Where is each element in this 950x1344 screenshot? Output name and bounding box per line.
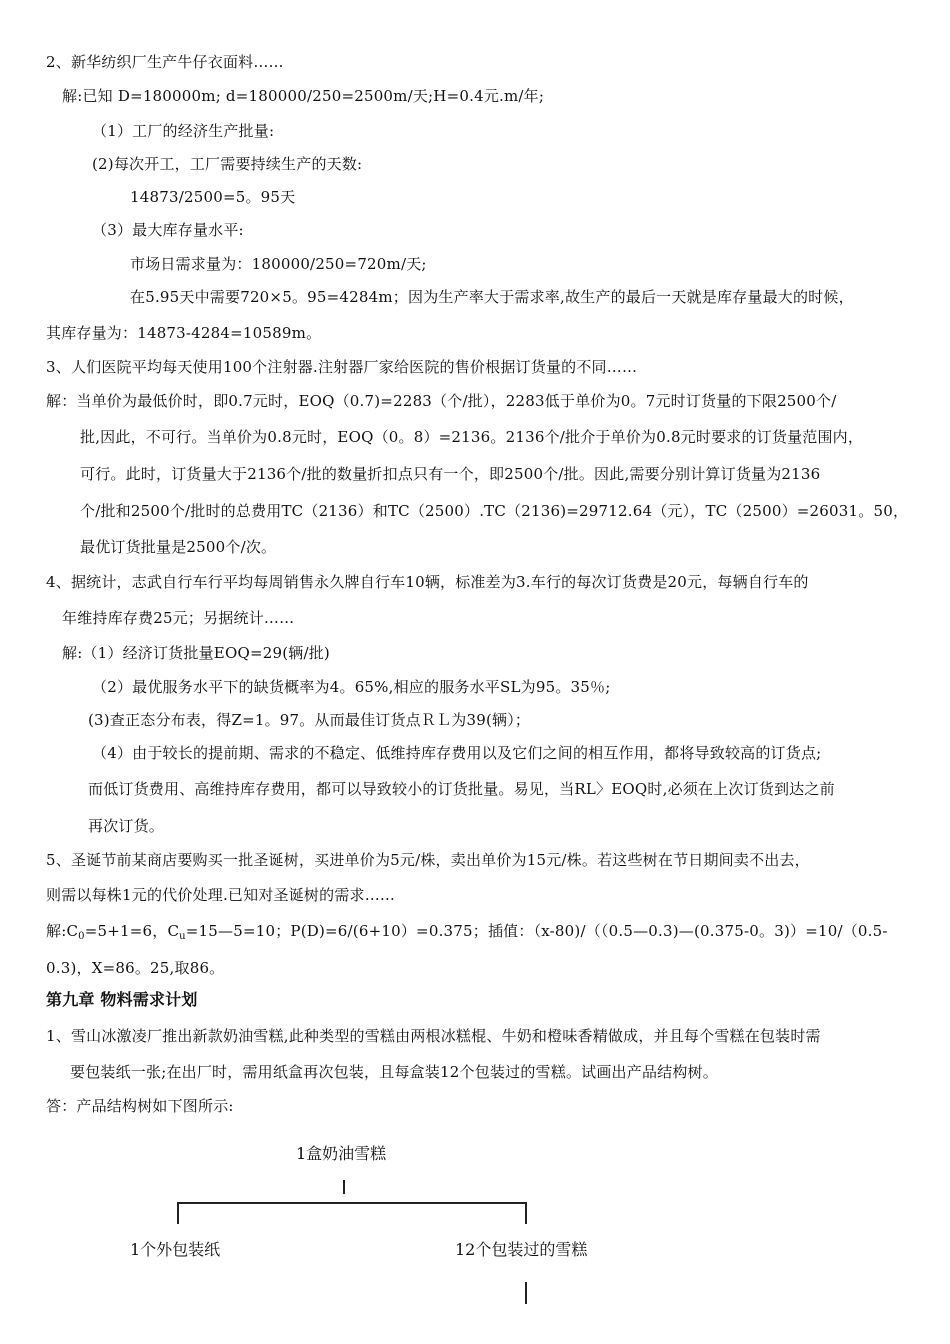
tree-left-node: 1个外包装纸 (130, 1240, 221, 1259)
problem-5-title-line-1: 5、圣诞节前某商店要购买一批圣诞树，买进单价为5元/株，卖出单价为15元/株。若这些树在节日期间卖不出去， (46, 851, 810, 869)
problem-3-solution-line-5: 最优订货批量是2500个/次。 (80, 538, 277, 556)
problem-4-step-4-line-2: 而低订货费用、高维持库存费用，都可以导致较小的订货批量。易见，当RL〉EOQ时,必须在上次订货到达之前 (88, 780, 835, 798)
subscript-0: 0 (78, 931, 85, 942)
problem-4-step-1: 解:（1）经济订货批量EOQ=29(辆/批) (62, 644, 330, 662)
problem-4-step-4-line-3: 再次订货。 (88, 817, 165, 835)
subscript-u: u (179, 931, 186, 942)
tree-right-node: 12个包装过的雪糕 (455, 1240, 588, 1259)
chapter-9-heading: 第九章 物料需求计划 (46, 990, 198, 1009)
chapter-9-answer: 答：产品结构树如下图所示: (46, 1097, 234, 1115)
problem-5-solution-line-1 (46, 921, 888, 947)
problem-2-given: 解:已知 D=180000m; d=180000/250=2500m/天;H=0.4元.m/年; (62, 87, 545, 105)
problem-4-step-4-line-1: （4）由于较长的提前期、需求的不稳定、低维持库存费用以及它们之间的相互作用，都将导致较高的订货点; (92, 744, 822, 762)
tree-root-node: 1盒奶油雪糕 (296, 1144, 387, 1163)
tree-right-child-connector (525, 1282, 527, 1304)
chapter-9-problem-1-line-1: 1、雪山冰激凌厂推出新款奶油雪糕,此种类型的雪糕由两根冰糕棍、牛奶和橙味香精做成，并且每个雪糕在包装时需 (46, 1027, 821, 1045)
tree-left-drop (177, 1202, 179, 1224)
solution-rest: =15—5=10；P(D)=6/(6+10）=0.375；插值：（x-80)/（（0.5—0.3)—(0.375-0。3)）=10/（0.5- (185, 922, 888, 940)
solution-prefix: 解:C (46, 922, 79, 940)
problem-2-step-2-calc: 14873/2500=5。95天 (130, 188, 296, 206)
problem-3-solution-line-1: 解：当单价为最低价时，即0.7元时，EOQ（0.7)=2283（个/批），2283低于单价为0。7元时订货量的下限2500个/ (46, 392, 837, 410)
problem-2-step-3: （3）最大库存量水平: (92, 221, 244, 239)
problem-4-step-2: （2）最优服务水平下的缺货概率为4。65%,相应的服务水平SL为95。35％; (92, 678, 611, 696)
problem-2-step-1: （1）工厂的经济生产批量: (92, 122, 275, 140)
problem-3-solution-line-3: 可行。此时，订货量大于2136个/批的数量折扣点只有一个，即2500个/批。因此,需要分别计算订货量为2136 (80, 465, 821, 483)
problem-5-solution-line-2: 0.3)，X=86。25,取86。 (46, 959, 225, 977)
problem-4-title-line-1: 4、据统计，志武自行车行平均每周销售永久牌自行车10辆，标准差为3.车行的每次订货费是20元，每辆自行车的 (46, 573, 809, 591)
problem-4-step-3: (3)查正态分布表，得Z=1。97。从而最佳订货点ＲＬ为39(辆）； (88, 711, 531, 729)
problem-5-title-line-2: 则需以每株1元的代价处理.已知对圣诞树的需求…… (46, 886, 396, 904)
problem-3-title: 3、人们医院平均每天使用100个注射器.注射器厂家给医院的售价根据订货量的不同…… (46, 358, 638, 376)
tree-right-drop (525, 1202, 527, 1224)
problem-2-result: 其库存量为：14873-4284=10589m。 (46, 324, 322, 342)
problem-2-step-2: (2)每次开工，工厂需要持续生产的天数: (92, 155, 363, 173)
solution-part: =5+1=6，C (84, 922, 180, 940)
chapter-9-problem-1-line-2: 要包装纸一张;在出厂时，需用纸盒再次包装，且每盒装12个包装过的雪糕。试画出产品结构树。 (70, 1063, 718, 1081)
problem-2-title: 2、新华纺织厂生产牛仔衣面料…… (46, 53, 284, 71)
tree-branch-bar (177, 1202, 527, 1204)
problem-4-title-line-2: 年维持库存费25元；另据统计…… (62, 609, 295, 627)
tree-root-connector (343, 1180, 345, 1194)
problem-3-solution-line-4: 个/批和2500个/批时的总费用TC（2136）和TC（2500）.TC（2136)=29712.64（元），TC（2500）=26031。50， (80, 502, 909, 520)
problem-2-explanation: 在5.95天中需要720×5。95=4284m；因为生产率大于需求率,故生产的最后一天就是库存量最大的时候， (130, 288, 854, 306)
problem-3-solution-line-2: 批,因此，不可行。当单价为0.8元时，EOQ（0。8）=2136。2136个/批介于单价为0.8元时要求的订货量范围内， (80, 428, 864, 446)
problem-2-daily-demand: 市场日需求量为：180000/250=720m/天; (130, 255, 427, 273)
